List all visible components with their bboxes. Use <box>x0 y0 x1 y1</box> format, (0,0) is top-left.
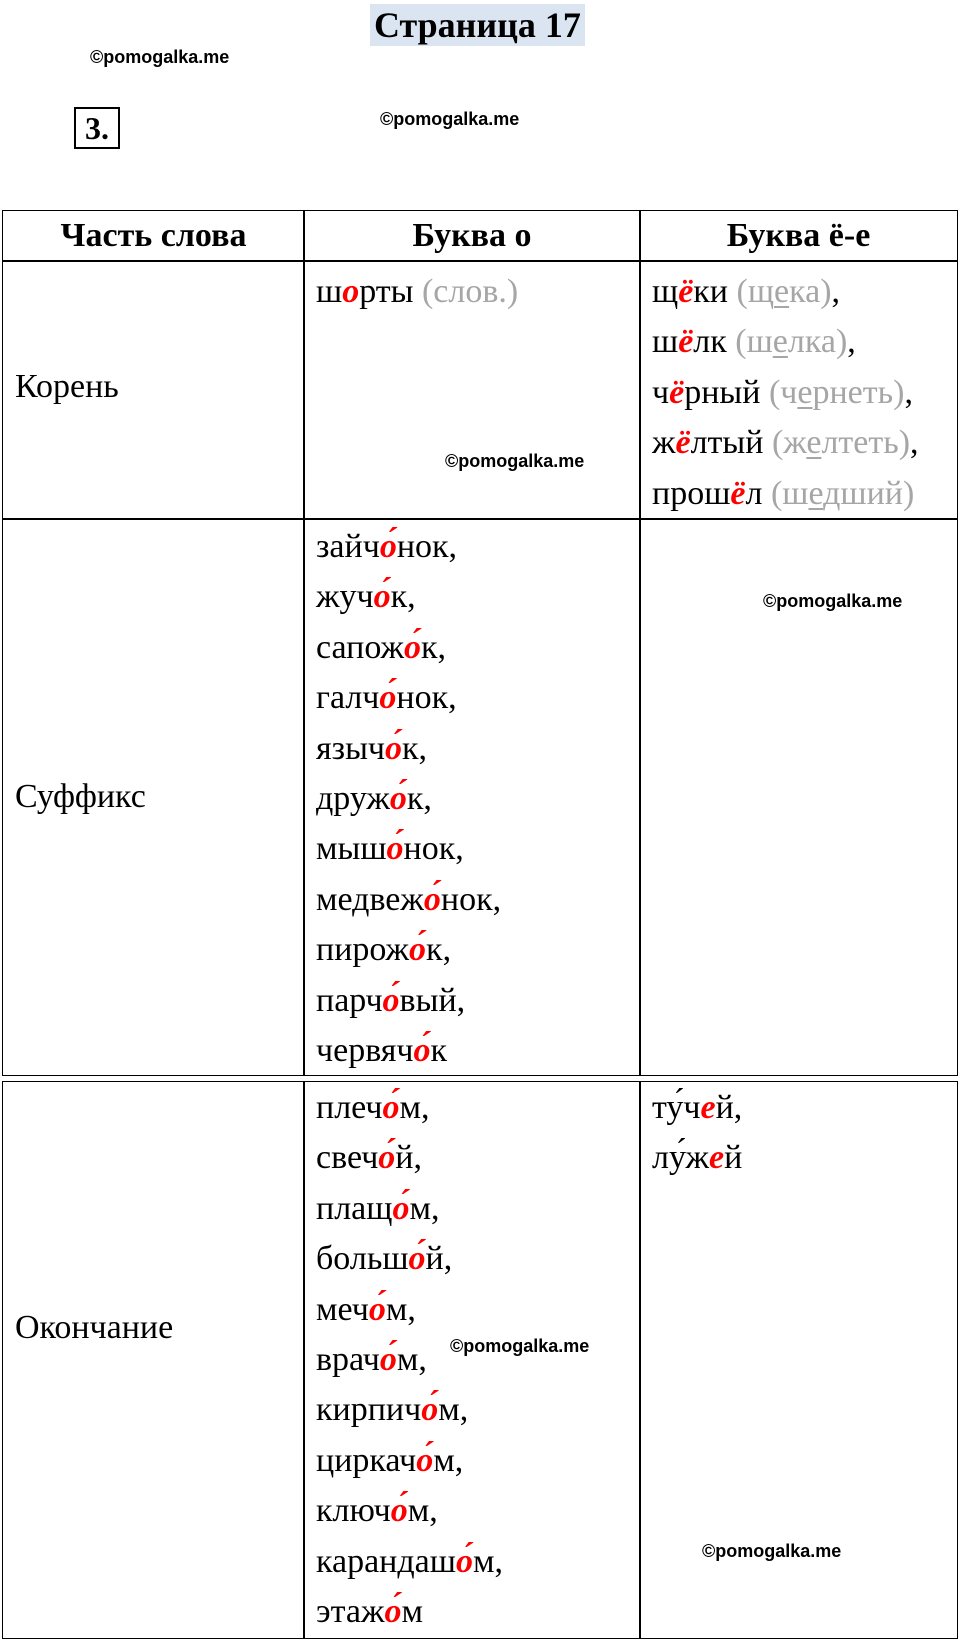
check-word-letter: е <box>774 273 790 310</box>
highlighted-letter: о́ <box>382 1089 400 1126</box>
part-label-ending: Окончание <box>15 1309 174 1346</box>
word-part: м, <box>399 1089 430 1126</box>
word-part: м, <box>433 1441 464 1479</box>
check-word-letter: е <box>808 474 824 512</box>
word-separator: , <box>910 424 919 462</box>
check-word: (слов.) <box>421 273 519 310</box>
word-part: карандаш <box>316 1542 456 1580</box>
word-entry <box>316 1436 503 1486</box>
check-word-part: ш <box>782 474 809 512</box>
word-part: кирпич <box>316 1391 422 1429</box>
check-word-part: лтеть) <box>821 424 911 462</box>
table-row-suffix-part <box>2 518 305 1076</box>
header-part-of-word: Часть слова <box>2 210 305 262</box>
word-part: жуч <box>316 578 374 616</box>
table-row-root-o <box>303 260 641 520</box>
header-letter-yo-e: Буква ё-е <box>639 210 958 262</box>
part-label-root: Корень <box>15 368 119 405</box>
word-entry <box>316 1133 503 1183</box>
word-part: плащ <box>316 1189 393 1227</box>
highlighted-letter: о́ <box>379 528 397 565</box>
grammar-table <box>2 210 958 1076</box>
page-title: Страница 17 <box>370 4 585 46</box>
word-part: ключ <box>316 1492 391 1530</box>
word-part: нок, <box>403 830 464 868</box>
check-word <box>772 424 910 461</box>
word-part: м, <box>396 1341 427 1379</box>
word-part: рты <box>359 273 414 310</box>
header-letter-o: Буква о <box>303 210 641 262</box>
word-part: языч <box>316 729 386 767</box>
table-row-suffix-o <box>303 518 641 1076</box>
word-part: зайч <box>316 528 380 565</box>
word-entry <box>316 1285 503 1335</box>
highlighted-letter: о́ <box>413 1032 431 1070</box>
check-word-part: ч <box>780 373 798 411</box>
highlighted-letter: о́ <box>455 1542 473 1580</box>
word-part: й, <box>425 1240 453 1278</box>
word-entry <box>316 925 501 975</box>
highlighted-letter: о́ <box>416 1441 434 1479</box>
highlighted-letter: о́ <box>378 1139 396 1177</box>
word-part: м, <box>409 1189 440 1227</box>
word-part: й <box>724 1139 743 1177</box>
highlighted-letter: о́ <box>379 679 397 717</box>
highlighted-letter: о́ <box>409 931 427 969</box>
word-part: ш <box>316 273 343 310</box>
word-part: циркач <box>316 1441 417 1479</box>
watermark: ©pomogalka.me <box>763 591 903 611</box>
check-word-letter: е <box>772 323 788 361</box>
check-word-part: ( <box>735 323 747 361</box>
word-part: нок, <box>396 528 458 565</box>
word-list <box>316 1083 503 1637</box>
word-part: нок, <box>440 880 502 918</box>
word-part: меч <box>316 1290 369 1328</box>
highlighted-letter: ё <box>678 273 694 310</box>
check-word-part: ( <box>771 424 784 462</box>
word-part: ж <box>652 424 676 462</box>
word-part: больш <box>316 1240 409 1278</box>
task-number: 3. <box>74 107 120 149</box>
word-entry <box>316 1537 503 1587</box>
word-entry <box>316 1083 503 1133</box>
word-list <box>316 522 501 1076</box>
highlighted-letter: о́ <box>390 1492 408 1530</box>
highlighted-letter: о́ <box>368 1290 386 1328</box>
check-word-part: щ <box>747 273 775 310</box>
check-word <box>769 374 905 411</box>
table-row-ending-o <box>303 1081 641 1639</box>
word-part: ки <box>693 273 728 310</box>
highlighted-letter: е <box>700 1089 716 1126</box>
word-entry <box>316 572 501 622</box>
word-separator: , <box>904 373 913 411</box>
check-word-part: рнеть) <box>812 373 905 411</box>
word-part: галч <box>316 679 380 717</box>
word-entry <box>652 267 919 317</box>
highlighted-letter: о́ <box>385 729 403 767</box>
word-entry <box>652 1133 742 1183</box>
check-word-part: ( <box>768 373 781 411</box>
highlighted-letter: о́ <box>389 780 407 818</box>
highlighted-letter: о́ <box>386 830 404 868</box>
word-part: к, <box>390 578 416 616</box>
highlighted-letter: о́ <box>384 1593 402 1631</box>
check-word-part: ( <box>770 474 783 512</box>
word-entry <box>652 418 919 468</box>
word-part: прош <box>652 474 731 512</box>
word-separator: , <box>831 273 841 310</box>
word-part: врач <box>316 1341 380 1379</box>
highlighted-letter: ё <box>730 474 746 512</box>
word-part: к, <box>421 628 447 666</box>
word-part: плеч <box>316 1089 383 1126</box>
word-entry <box>316 1486 503 1536</box>
word-part: й, <box>395 1139 422 1177</box>
highlighted-letter: о́ <box>404 628 421 666</box>
word-entry <box>316 1587 503 1637</box>
check-word-part: дший) <box>823 474 915 512</box>
word-entry <box>316 1385 503 1435</box>
word-entry <box>316 1234 503 1284</box>
check-word <box>737 273 832 310</box>
highlighted-letter: о́ <box>373 578 391 616</box>
word-part: м, <box>472 1542 503 1580</box>
word-part: к, <box>406 780 432 818</box>
word-part: свеч <box>316 1139 379 1177</box>
word-part: лтый <box>690 424 764 462</box>
word-part: к <box>430 1032 448 1070</box>
check-word-part: ( <box>736 273 748 310</box>
word-part: м, <box>407 1492 438 1530</box>
word-part: друж <box>316 780 390 818</box>
check-word-letter: е <box>797 373 813 411</box>
word-part: нок, <box>396 679 457 717</box>
word-part: сапож <box>316 628 404 666</box>
word-entry <box>652 317 919 367</box>
highlighted-letter: о́ <box>423 880 441 918</box>
word-list <box>652 267 919 519</box>
watermark: ©pomogalka.me <box>702 1541 842 1561</box>
word-entry <box>316 1184 503 1234</box>
word-part: м <box>401 1593 423 1631</box>
word-part: медвеж <box>316 880 424 918</box>
highlighted-letter: о́ <box>379 1341 397 1379</box>
word-entry <box>316 1026 501 1076</box>
word-part: лк <box>693 323 727 361</box>
highlighted-letter: ё <box>678 323 694 361</box>
highlighted-letter: ё <box>669 373 685 411</box>
word-part: й, <box>715 1089 743 1126</box>
watermark: ©pomogalka.me <box>450 1336 590 1356</box>
check-word <box>771 475 914 512</box>
check-word-part: ж <box>783 424 807 462</box>
word-list <box>652 1083 742 1184</box>
word-part: червяч <box>316 1032 414 1070</box>
word-entry <box>316 774 501 824</box>
word-entry <box>652 1083 742 1133</box>
word-entry <box>316 875 501 925</box>
check-word-letter: е <box>806 424 822 462</box>
check-word-part: ш <box>746 323 773 361</box>
word-entry <box>652 469 919 519</box>
word-part: мыш <box>316 830 387 868</box>
highlighted-letter: о́ <box>408 1240 426 1278</box>
watermark: ©pomogalka.me <box>380 109 520 129</box>
word-entry <box>316 673 501 723</box>
word-part: ч <box>652 373 670 411</box>
word-entry <box>316 724 501 774</box>
word-part: ш <box>652 323 679 361</box>
check-word-part: ка) <box>789 273 832 310</box>
word-part: рный <box>684 373 761 411</box>
word-part: к, <box>402 729 428 767</box>
word-part: ту́ч <box>652 1089 701 1126</box>
word-entry <box>316 267 518 317</box>
watermark: ©pomogalka.me <box>90 47 230 67</box>
word-entry <box>316 824 501 874</box>
word-part: пирож <box>316 931 410 969</box>
word-entry <box>316 623 501 673</box>
highlighted-letter: о <box>342 273 360 310</box>
table-row-root-part <box>2 260 305 520</box>
highlighted-letter: е <box>709 1139 725 1177</box>
highlighted-letter: о́ <box>382 981 400 1019</box>
word-entry <box>652 368 919 418</box>
word-part: лу́ж <box>652 1139 710 1177</box>
word-part: м, <box>385 1290 416 1328</box>
word-part: м, <box>438 1391 469 1429</box>
word-part: щ <box>652 273 679 310</box>
highlighted-letter: ё <box>675 424 691 462</box>
word-separator: , <box>847 323 856 361</box>
table-row-ending-part <box>2 1081 305 1639</box>
word-part: вый, <box>399 981 466 1019</box>
check-word <box>735 323 847 360</box>
word-entry <box>316 522 501 572</box>
word-list <box>316 267 518 317</box>
word-part: парч <box>316 981 383 1019</box>
word-part: к, <box>426 931 452 969</box>
highlighted-letter: о́ <box>392 1189 410 1227</box>
word-entry <box>316 976 501 1026</box>
check-word-part: лка) <box>787 323 848 361</box>
word-part: л <box>745 474 763 512</box>
table-row-root-e <box>639 260 958 520</box>
highlighted-letter: о́ <box>421 1391 439 1429</box>
part-label-suffix: Суффикс <box>15 778 146 815</box>
watermark: ©pomogalka.me <box>445 451 585 471</box>
word-part: этаж <box>316 1593 385 1631</box>
